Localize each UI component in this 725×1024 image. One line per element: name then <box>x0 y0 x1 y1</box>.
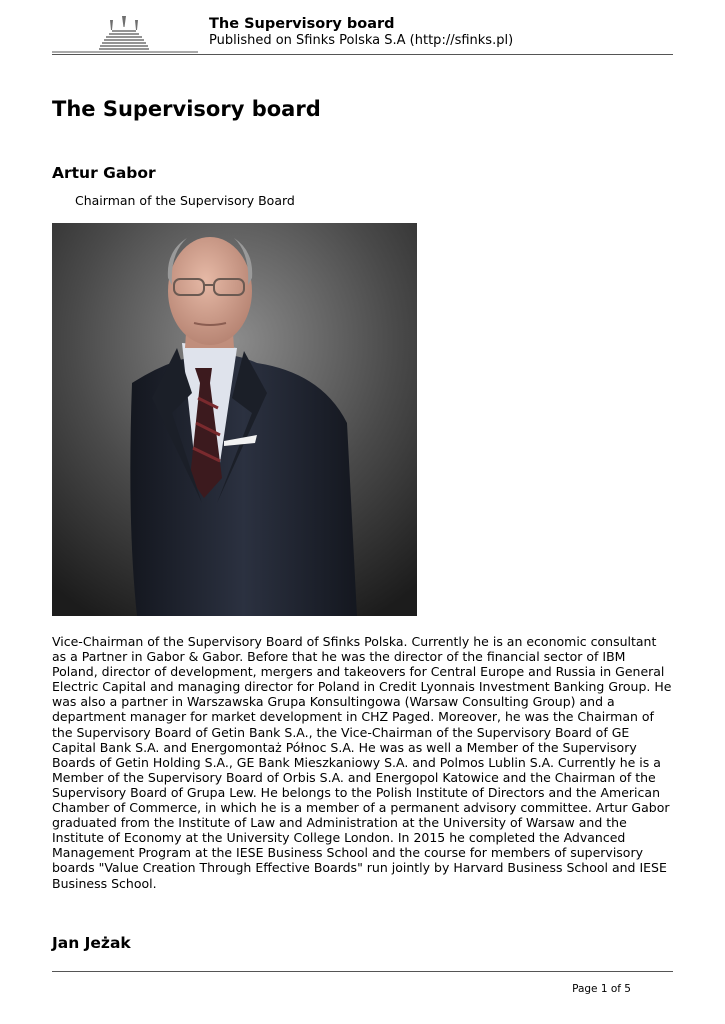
header-title: The Supervisory board <box>209 16 395 32</box>
member-role: Chairman of the Supervisory Board <box>75 193 295 208</box>
footer-divider <box>52 971 673 972</box>
member-name: Jan Jeżak <box>52 934 131 952</box>
member-name: Artur Gabor <box>52 164 156 182</box>
sfinks-logo <box>52 14 198 54</box>
member-bio: Vice-Chairman of the Supervisory Board of Sfinks Polska. Currently he is an economic consultant as a Partner in Gabor & Gabor. Before that he was the director of the financial sector of IBM Poland, director of development, mergers and takeovers for Central Europe and Russia in General Electric Capital and managing director for Poland in Credit Lyonnais Investment Banking Group. He was also a partner in Warszawska Grupa Konsultingowa (Warsaw Consulting Group) and a department manager for market development in CHZ Paged. Moreover, he was the Chairman of the Supervisory Board of Getin Bank S.A., the Vice-Chairman of the Supervisory Board of GE Capital Bank S.A. and Energomontaż Północ S.A. He was as well a Member of the Supervisory Boards of Getin Holding S.A., GE Bank Mieszkaniowy S.A. and Polmos Lublin S.A. Currently he is a Member of the Supervisory Board of Orbis S.A. and Energopol Katowice and the Chairman of the Supervisory Board of Grupa Lew. He belongs to the Polish Institute of Directors and the American Chamber of Commerce, in which he is a member of a permanent advisory committee. Artur Gabor graduated from the Institute of Law and Administration at the University of Warsaw and the Institute of Economy at the University College London. In 2015 he completed the Advanced Management Program at the IESE Business School and the course for members of supervisory boards "Value Creation Through Effective Boards" run jointly by Harvard Business School and IESE Business School. <box>52 634 672 891</box>
member-portrait-photo <box>52 223 417 616</box>
header-published-line: Published on Sfinks Polska S.A (http://sfinks.pl) <box>209 33 514 48</box>
header-divider <box>52 54 673 55</box>
page-number: Page 1 of 5 <box>572 983 631 995</box>
page-title: The Supervisory board <box>52 97 321 121</box>
